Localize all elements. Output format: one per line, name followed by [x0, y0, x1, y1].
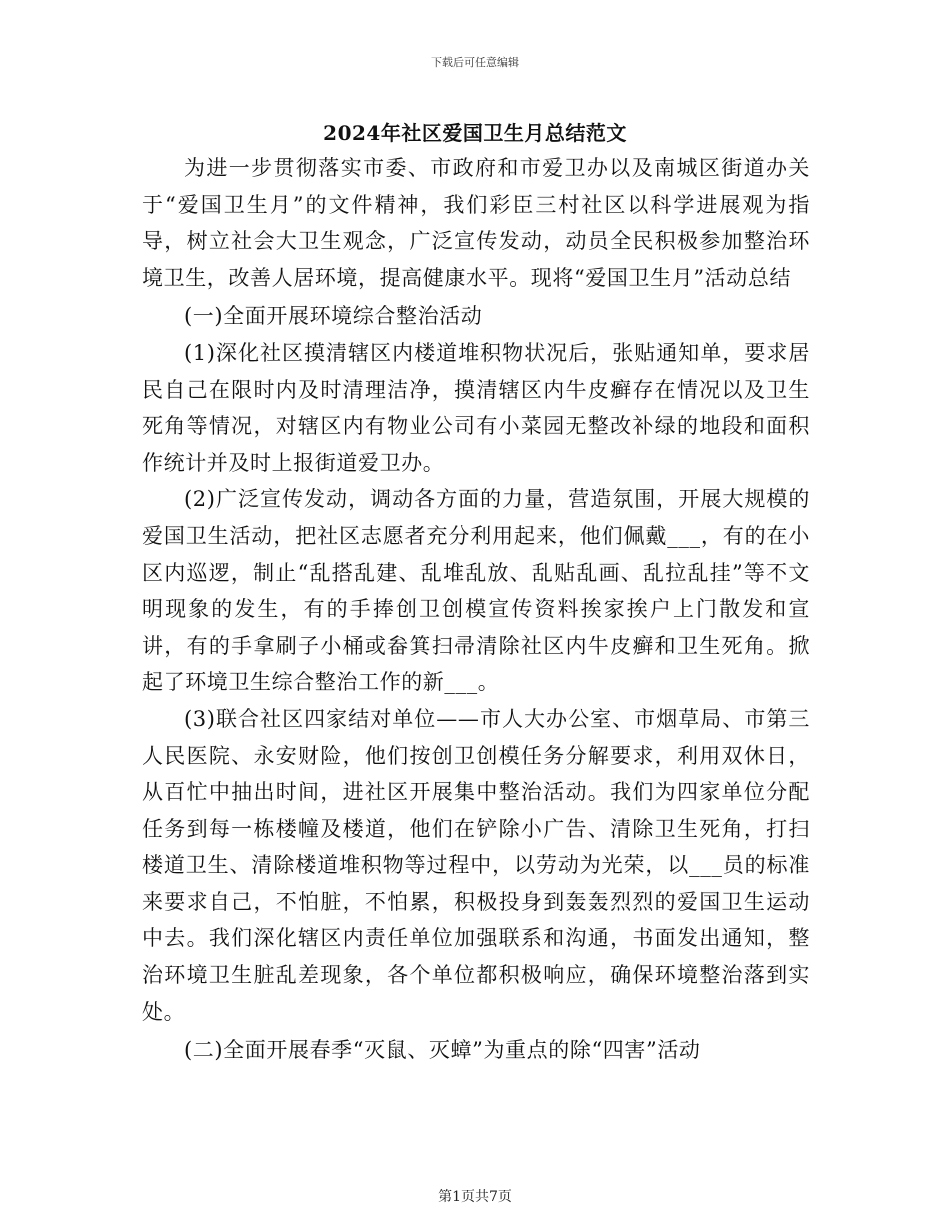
- header-note: 下载后可任意编辑: [431, 56, 519, 69]
- intro-paragraph: 为进一步贯彻落实市委、市政府和市爱卫办以及南城区街道办关于“爱国卫生月”的文件精神，我们彩臣三村社区以科学进展观为指导，树立社会大卫生观念，广泛宣传发动，动员全民积极参加整治环境卫生，改善人居环境，提高健康水平。现将“爱国卫生月”活动总结: [142, 156, 810, 290]
- section-heading-1: (一)全面开展环境综合整治活动: [184, 304, 483, 329]
- document-body: [142, 150, 810, 1069]
- paragraph-item-3: (3)联合社区四家结对单位——市人大办公室、市烟草局、市第三人民医院、永安财险，他们按创卫创模任务分解要求，利用双休日，从百忙中抽出时间，进社区开展集中整治活动。我们为四家单位分配任务到每一栋楼幢及楼道，他们在铲除小广告、清除卫生死角，打扫楼道卫生、清除楼道堆积物等过程中，以劳动为光荣，以___员的标准来要求自己，不怕脏，不怕累，积极投身到轰轰烈烈的爱国卫生运动中去。我们深化辖区内责任单位加强联系和沟通，书面发出通知，整治环境卫生脏乱差现象，各个单位都积极响应，确保环境整治落到实处。: [142, 706, 810, 1024]
- paragraph-item-2: (2)广泛宣传发动，调动各方面的力量，营造氛围，开展大规模的爱国卫生活动，把社区志愿者充分利用起来，他们佩戴___，有的在小区内巡逻，制止“乱搭乱建、乱堆乱放、乱贴乱画、乱拉乱挂”等不文明现象的发生，有的手捧创卫创模宣传资料挨家挨户上门散发和宣讲，有的手拿刷子小桶或畚箕扫帚清除社区内牛皮癣和卫生死角。掀起了环境卫生综合整治工作的新___。: [142, 487, 810, 695]
- paragraph-item-1: (1)深化社区摸清辖区内楼道堆积物状况后，张贴通知单，要求居民自己在限时内及时清理洁净，摸清辖区内牛皮癣存在情况以及卫生死角等情况，对辖区内有物业公司有小菜园无整改补绿的地段和面积作统计并及时上报街道爱卫办。: [142, 340, 810, 475]
- section-heading-2: (二)全面开展春季“灭鼠、灭蟑”为重点的除“四害”活动: [184, 1038, 701, 1063]
- document-title: 2024年社区爱国卫生月总结范文: [323, 121, 627, 145]
- page-footer: 第1页共7页: [438, 1189, 512, 1205]
